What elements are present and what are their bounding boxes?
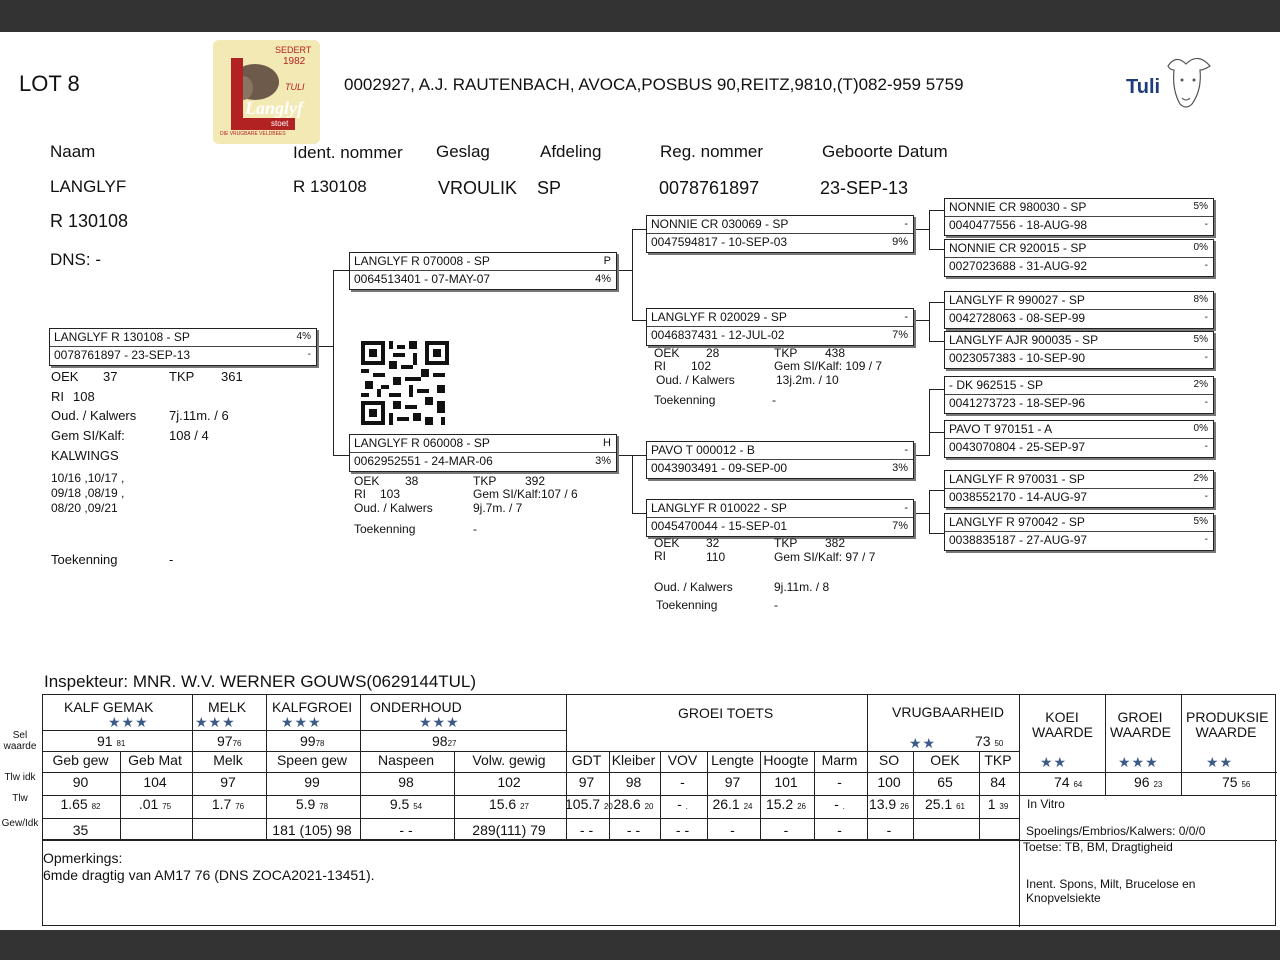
gp2-oek-value: 28 xyxy=(706,346,720,360)
ggp-name: LANGLYF R 970042 - SP xyxy=(949,515,1085,529)
value-geboorte: 23-SEP-13 xyxy=(820,178,909,198)
ggp-pct: 5% xyxy=(1193,334,1208,345)
tlw-idk-cell: 84 xyxy=(990,774,1006,790)
grandparent-reg: 0046837431 - 12-JUL-02 xyxy=(651,328,785,342)
dam-reg: 0062952551 - 24-MAR-06 xyxy=(354,454,493,468)
gp2-oud-value: 13j.2m. / 10 xyxy=(776,373,839,387)
gp2-gem: Gem SI/Kalf: 109 / 7 xyxy=(774,359,883,373)
sire-name: LANGLYF R 070008 - SP xyxy=(354,254,490,268)
grandparent-reg: 0045470044 - 15-SEP-01 xyxy=(651,519,788,533)
owner-line: 0002927, A.J. RAUTENBACH, AVOCA,POSBUS 90,REITZ,9810,(T)082-959 5759 xyxy=(344,75,964,94)
column-header: Speen gew xyxy=(276,752,348,768)
animal-id-large: R 130108 xyxy=(50,211,129,231)
column-header: VOV xyxy=(667,752,698,768)
tlw-idk-cell: 104 xyxy=(143,774,167,790)
column-header: TKP xyxy=(984,752,1012,768)
label-ident: Ident. nommer xyxy=(293,143,403,162)
grandparent-box xyxy=(646,499,914,537)
tlw-idk-cell: 102 xyxy=(497,774,521,790)
ggp-name: LANGLYF R 970031 - SP xyxy=(949,472,1085,486)
row-label-tlw-idk: Tlw idk xyxy=(4,772,36,783)
lot-number: LOT 8 xyxy=(19,71,80,96)
gp4-ri-label: RI xyxy=(654,549,666,563)
tlw-cell: 26.1 24 xyxy=(712,796,753,812)
tlw-idk-cell: 100 xyxy=(877,774,901,790)
connector xyxy=(333,270,334,456)
grandparent-reg: 0043903491 - 09-SEP-00 xyxy=(651,461,788,475)
grandparent-box xyxy=(646,215,914,253)
grandparent-reg: 0047594817 - 10-SEP-03 xyxy=(651,235,788,249)
group-groei-waarde: GROEI WAARDE xyxy=(1110,709,1171,740)
produksie-waarde-value: 75 56 xyxy=(1222,774,1251,790)
gew-idk-cell: - xyxy=(730,822,735,838)
tlw-idk-cell: 97 xyxy=(578,774,595,790)
gew-idk-cell: - - xyxy=(675,822,690,838)
connector xyxy=(632,513,646,514)
subject-ri-label: RI xyxy=(51,389,64,404)
row-label-tlw: Tlw xyxy=(12,793,28,804)
subject-box xyxy=(49,328,317,366)
tlw-idk-cell: 98 xyxy=(398,774,414,790)
ggp-name: LANGLYF R 990027 - SP xyxy=(949,293,1085,307)
dam-gem: Gem SI/Kalf:107 / 6 xyxy=(473,487,578,501)
connector xyxy=(929,341,944,342)
toetse: Toetse: TB, BM, Dragtigheid xyxy=(1023,840,1173,854)
row-label-gew-idk: Gew/Idk xyxy=(1,818,39,829)
great-grandparent-box xyxy=(944,420,1214,458)
inent-line2: Knopvelsiekte xyxy=(1026,891,1101,905)
tlw-cell: - . xyxy=(834,796,845,812)
tlw-idk-cell: 98 xyxy=(625,774,642,790)
gp4-toek-value: - xyxy=(774,598,778,612)
dam-oud-value: 9j.7m. / 7 xyxy=(473,501,523,515)
sire-box xyxy=(349,252,617,290)
subject-oud-label: Oud. / Kalwers xyxy=(51,408,137,423)
tlw-idk-cell: 90 xyxy=(72,774,89,790)
subject-gem-value: 108 / 4 xyxy=(169,428,209,443)
ggp-dash: - xyxy=(1204,397,1208,408)
sel-vrugbaarheid: 73 50 xyxy=(975,733,1004,749)
gp4-tkp-value: 382 xyxy=(825,536,846,550)
great-grandparent-box xyxy=(944,513,1214,551)
subject-dash: - xyxy=(307,349,311,360)
sel-melk: 9776 xyxy=(217,733,242,749)
ggp-name: PAVO T 970151 - A xyxy=(949,422,1053,436)
connector xyxy=(333,455,349,456)
tlw-cell: 28.6 20 xyxy=(613,796,654,812)
dam-tkp-value: 392 xyxy=(525,474,546,488)
subject-gem-label: Gem SI/Kalf: xyxy=(51,428,125,443)
kalwings-line: 09/18 ,08/19 , xyxy=(51,486,125,500)
label-geslag: Geslag xyxy=(436,142,490,161)
great-grandparent-box xyxy=(944,291,1214,329)
connector xyxy=(632,229,633,321)
sel-onderhoud: 9827 xyxy=(432,733,457,749)
opmerkings-label: Opmerkings: xyxy=(43,850,123,866)
ggp-pct: 5% xyxy=(1193,201,1208,212)
subject-name: LANGLYF R 130108 - SP xyxy=(54,330,190,344)
logo-tag: DIE VRUGBARE VELDBEES xyxy=(220,131,286,137)
gp4-oek-value: 32 xyxy=(706,536,720,550)
label-naam: Naam xyxy=(50,142,96,161)
sire-flag: P xyxy=(603,255,611,267)
group-groei-toets: GROEI TOETS xyxy=(678,705,774,721)
grandparent-pct: 9% xyxy=(892,236,908,248)
ggp-reg: 0038552170 - 14-AUG-97 xyxy=(949,490,1088,504)
logo-name: Langlyf xyxy=(245,98,303,118)
grandparent-name: LANGLYF R 020029 - SP xyxy=(651,310,787,324)
ggp-pct: 5% xyxy=(1193,516,1208,527)
group-onderhoud: ONDERHOUD xyxy=(370,699,462,715)
spoelings: Spoelings/Embrios/Kalwers: 0/0/0 xyxy=(1026,824,1206,838)
dam-oek-value: 38 xyxy=(405,474,419,488)
column-header: Lengte xyxy=(711,752,754,768)
gew-idk-cell: - xyxy=(783,822,789,838)
connector xyxy=(929,249,944,250)
connector xyxy=(914,229,930,230)
ggp-pct: 0% xyxy=(1193,242,1208,253)
stars-produksie: ★★ xyxy=(1206,754,1234,770)
ggp-name: LANGLYF AJR 900035 - SP xyxy=(949,333,1099,347)
dam-name: LANGLYF R 060008 - SP xyxy=(354,436,490,450)
connector xyxy=(632,455,633,514)
row-label-sel: Sel waarde xyxy=(3,730,37,752)
tuli-logo-text: Tuli xyxy=(1126,76,1161,98)
column-header: Marm xyxy=(821,752,858,768)
tlw-cell: 105.7 20 xyxy=(565,796,613,812)
kalwings-line: 10/16 ,10/17 , xyxy=(51,471,125,485)
connector xyxy=(929,210,930,250)
tlw-idk-cell: 99 xyxy=(304,774,320,790)
sire-pct: 4% xyxy=(595,273,611,285)
gp2-tkp-value: 438 xyxy=(825,346,846,360)
bottom-bar xyxy=(0,930,1280,960)
stars-kalf-gemak: ★★★ xyxy=(108,714,149,730)
connector xyxy=(929,432,944,433)
connector xyxy=(318,346,334,347)
koei-waarde-value: 74 64 xyxy=(1054,774,1083,790)
tlw-cell: 25.1 61 xyxy=(924,796,966,812)
stars-melk: ★★★ xyxy=(195,714,236,730)
logo-sub: stoet xyxy=(271,119,289,128)
tlw-idk-cell: - xyxy=(680,774,685,790)
column-header: GDT xyxy=(571,752,602,768)
connector xyxy=(929,302,930,342)
inent-line1: Inent. Spons, Milt, Brucelose en xyxy=(1026,877,1196,891)
great-grandparent-box xyxy=(944,198,1214,236)
column-header: Kleiber xyxy=(611,752,656,768)
sire-reg: 0064513401 - 07-MAY-07 xyxy=(354,272,491,286)
stars-kalfgroei: ★★★ xyxy=(281,714,322,730)
group-kalf-gemak: KALF GEMAK xyxy=(64,699,154,715)
tlw-cell: .01 75 xyxy=(138,796,172,812)
ggp-name: NONNIE CR 980030 - SP xyxy=(949,200,1087,214)
tlw-cell: 15.2 26 xyxy=(765,796,807,812)
kalwings-line: 08/20 ,09/21 xyxy=(51,501,118,515)
gp4-toek-label: Toekenning xyxy=(656,598,718,612)
grandparent-flag: - xyxy=(904,444,908,456)
connector xyxy=(929,210,944,211)
gp4-tkp-label: TKP xyxy=(774,536,798,550)
label-reg: Reg. nommer xyxy=(660,142,763,161)
grandparent-name: NONNIE CR 030069 - SP xyxy=(651,217,789,231)
column-header: Hoogte xyxy=(763,752,809,768)
dam-toek-label: Toekenning xyxy=(354,522,416,536)
column-header: Naspeen xyxy=(377,752,435,768)
gew-idk-cell: - xyxy=(837,822,842,838)
connector xyxy=(914,320,930,321)
gew-idk-cell: 181 (105) 98 xyxy=(272,822,352,838)
group-koei-waarde: KOEI WAARDE xyxy=(1032,709,1093,740)
ggp-dash: - xyxy=(1204,260,1208,271)
tlw-cell: 9.5 54 xyxy=(389,796,423,812)
gew-idk-cell: - xyxy=(886,822,892,838)
stars-onderhoud: ★★★ xyxy=(419,714,460,730)
ggp-name: NONNIE CR 920015 - SP xyxy=(949,241,1087,255)
connector xyxy=(929,490,944,491)
gp2-toek-label: Toekenning xyxy=(654,393,716,407)
gp2-ri-value: 102 xyxy=(691,359,712,373)
great-grandparent-box xyxy=(944,470,1214,508)
dam-tkp-label: TKP xyxy=(473,474,497,488)
tlw-cell: 13.9 26 xyxy=(868,796,910,812)
column-header: SO xyxy=(878,752,900,768)
great-grandparent-box xyxy=(944,331,1214,369)
stars-groei: ★★★ xyxy=(1118,754,1159,770)
column-header: Melk xyxy=(213,752,243,768)
gp2-tkp-label: TKP xyxy=(774,346,798,360)
gew-idk-cell: - - xyxy=(399,822,413,838)
gp4-gem: Gem SI/Kalf: 97 / 7 xyxy=(774,550,876,564)
gp2-oud-label: Oud. / Kalwers xyxy=(656,373,735,387)
groei-waarde-value: 96 23 xyxy=(1134,774,1163,790)
tlw-cell: 1.7 76 xyxy=(211,796,245,812)
subject-tkp-value: 361 xyxy=(221,369,243,384)
inspector: Inspekteur: MNR. W.V. WERNER GOUWS(0629144TUL) xyxy=(44,672,477,691)
ggp-reg: 0038835187 - 27-AUG-97 xyxy=(949,533,1088,547)
connector xyxy=(914,513,930,514)
ggp-reg: 0027023688 - 31-AUG-92 xyxy=(949,259,1088,273)
grandparent-pct: 7% xyxy=(892,520,908,532)
ggp-dash: - xyxy=(1204,352,1208,363)
tlw-cell: 5.9 78 xyxy=(295,796,329,812)
gp4-oud-value: 9j.11m. / 8 xyxy=(774,580,830,594)
grandparent-box xyxy=(646,308,914,346)
stars-vrugbaarheid: ★★ xyxy=(909,735,937,751)
dam-pct: 3% xyxy=(595,455,611,467)
subject-oek-label: OEK xyxy=(51,369,79,384)
subject-oud-value: 7j.11m. / 6 xyxy=(169,408,229,423)
logo-breed: TULI xyxy=(285,82,305,92)
connector xyxy=(929,302,944,303)
subject-toek-label: Toekenning xyxy=(51,552,118,567)
qr-code-icon xyxy=(361,341,449,425)
ggp-reg: 0040477556 - 18-AUG-98 xyxy=(949,218,1088,232)
gew-idk-cell: 35 xyxy=(72,822,89,838)
gp2-ri-label: RI xyxy=(654,359,666,373)
subject-oek-value: 37 xyxy=(103,369,118,384)
ggp-dash: - xyxy=(1204,312,1208,323)
grandparent-flag: - xyxy=(904,502,908,514)
dam-oud-label: Oud. / Kalwers xyxy=(354,501,433,515)
ggp-dash: - xyxy=(1204,491,1208,502)
column-header: Geb gew xyxy=(52,752,109,768)
gew-idk-cell: - - xyxy=(626,822,641,838)
tlw-idk-cell: 101 xyxy=(774,774,798,790)
opmerkings-text: 6mde dragtig van AM17 76 (DNS ZOCA2021-13451). xyxy=(43,867,375,883)
kalwings-label: KALWINGS xyxy=(51,448,119,463)
label-geboorte: Geboorte Datum xyxy=(822,142,948,161)
top-bar xyxy=(0,0,1280,32)
value-reg: 0078761897 xyxy=(659,178,760,198)
dns: DNS: - xyxy=(50,250,101,269)
stars-koei: ★★ xyxy=(1040,754,1068,770)
dam-box xyxy=(349,434,617,472)
group-produksie-waarde: PRODUKSIE WAARDE xyxy=(1186,709,1269,740)
ggp-dash: - xyxy=(1204,219,1208,230)
value-afdeling: SP xyxy=(537,178,562,198)
connector xyxy=(632,455,646,456)
grandparent-name: PAVO T 000012 - B xyxy=(651,443,755,457)
column-header: OEK xyxy=(930,752,960,768)
value-ident: R 130108 xyxy=(293,177,367,196)
dam-oek-label: OEK xyxy=(354,474,380,488)
ggp-reg: 0043070804 - 25-SEP-97 xyxy=(949,440,1086,454)
column-header: Geb Mat xyxy=(128,752,182,768)
ggp-dash: - xyxy=(1204,441,1208,452)
group-kalfgroei: KALFGROEI xyxy=(272,699,353,715)
ggp-pct: 0% xyxy=(1193,423,1208,434)
gp4-oek-label: OEK xyxy=(654,536,680,550)
connector xyxy=(632,320,646,321)
great-grandparent-box xyxy=(944,239,1214,277)
ggp-dash: - xyxy=(1204,534,1208,545)
column-header: Volw. gewig xyxy=(472,752,546,768)
dam-ri-value: 103 xyxy=(380,487,401,501)
tlw-idk-cell: - xyxy=(837,774,842,790)
subject-toek-value: - xyxy=(169,552,174,567)
value-naam: LANGLYF xyxy=(50,177,127,196)
gp4-ri-value: 110 xyxy=(706,550,726,564)
grandparent-pct: 7% xyxy=(892,329,908,341)
group-vrugbaarheid: VRUGBAARHEID xyxy=(892,704,1005,720)
connector xyxy=(632,229,646,230)
grandparent-name: LANGLYF R 010022 - SP xyxy=(651,501,787,515)
tlw-cell: 1 39 xyxy=(987,796,1009,812)
connector xyxy=(617,455,633,456)
tlw-idk-cell: 97 xyxy=(724,774,741,790)
value-geslag: VROULIK xyxy=(438,178,518,198)
ggp-reg: 0041273723 - 18-SEP-96 xyxy=(949,396,1086,410)
gp4-oud-label: Oud. / Kalwers xyxy=(654,580,733,594)
logo-since: SEDERT xyxy=(275,45,312,55)
connector xyxy=(333,270,349,271)
ggp-pct: 2% xyxy=(1193,473,1208,484)
grandparent-pct: 3% xyxy=(892,462,908,474)
logo-year: 1982 xyxy=(283,56,306,67)
connector xyxy=(929,490,930,534)
connector xyxy=(929,389,944,390)
gp2-toek-value: - xyxy=(772,393,776,407)
subject-pct: 4% xyxy=(296,331,311,342)
sel-kalf-gemak: 91 81 xyxy=(97,733,126,749)
subject-ri-value: 108 xyxy=(73,389,95,404)
dam-flag: H xyxy=(603,437,611,449)
tlw-cell: 15.6 27 xyxy=(488,796,530,812)
grandparent-box xyxy=(646,441,914,479)
langlyf-logo xyxy=(213,40,320,144)
dam-ri-label: RI xyxy=(354,487,366,501)
ggp-reg: 0042728063 - 08-SEP-99 xyxy=(949,311,1086,325)
group-melk: MELK xyxy=(208,699,247,715)
connector xyxy=(929,389,930,456)
label-afdeling: Afdeling xyxy=(540,142,602,161)
tlw-cell: 1.65 82 xyxy=(60,796,101,812)
subject-tkp-label: TKP xyxy=(169,369,195,384)
grandparent-flag: - xyxy=(904,311,908,323)
great-grandparent-box xyxy=(944,376,1214,414)
subject-reg: 0078761897 - 23-SEP-13 xyxy=(54,348,191,362)
tlw-idk-cell: 65 xyxy=(937,774,953,790)
connector xyxy=(914,455,930,456)
connector xyxy=(929,533,944,534)
connector xyxy=(617,270,633,271)
tlw-cell: - . xyxy=(677,796,688,812)
gp2-oek-label: OEK xyxy=(654,346,680,360)
tlw-idk-cell: 97 xyxy=(220,774,236,790)
grandparent-flag: - xyxy=(904,218,908,230)
gew-idk-cell: 289(111) 79 xyxy=(472,822,546,838)
gew-idk-cell: - - xyxy=(579,822,594,838)
ggp-pct: 2% xyxy=(1193,379,1208,390)
tuli-logo xyxy=(1120,46,1220,116)
ggp-pct: 8% xyxy=(1193,294,1208,305)
sel-kalfgroei: 9978 xyxy=(300,733,325,749)
ggp-reg: 0023057383 - 10-SEP-90 xyxy=(949,351,1086,365)
in-vitro: In Vitro xyxy=(1027,797,1065,811)
dam-toek-value: - xyxy=(473,522,477,536)
ggp-name: - DK 962515 - SP xyxy=(949,378,1044,392)
